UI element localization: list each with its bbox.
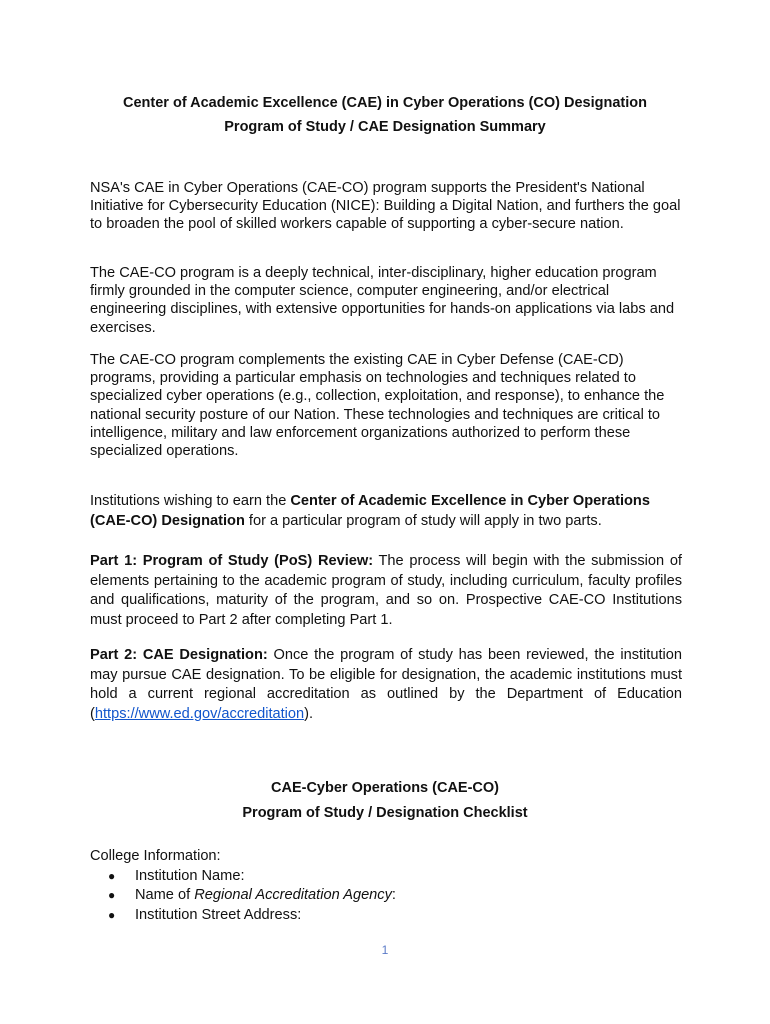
part2-paragraph: [90, 646, 682, 724]
page-number: 1: [381, 943, 389, 957]
list-item-street-address: ● Institution Street Address:: [135, 906, 682, 926]
college-information-section: [90, 847, 682, 925]
part2-text: Once the program of study has been reviewed, the institution may pursue CAE designation. To be eligible for designation, the academic institutions must hold a current regional accreditation as outlined by the Department of Education (: [90, 647, 682, 722]
checklist-title-line1: CAE-Cyber Operations (CAE-CO): [271, 780, 499, 796]
accreditation-post: :: [391, 887, 396, 903]
part2-label: Part 2: CAE Designation:: [90, 647, 268, 663]
list-item-institution-name: ● Institution Name:: [135, 867, 682, 887]
intro-paragraph-1: NSA's CAE in Cyber Operations (CAE-CO) program supports the President's National Initiative for Cybersecurity Education (NICE): Building a Digital Nation, and furthers the goal to broaden the pool of skilled workers capable of supporting a cyber-secure nation.: [90, 180, 681, 233]
part1-paragraph: [90, 552, 682, 630]
document-title-line1: Center of Academic Excellence (CAE) in Cyber Operations (CO) Designation: [123, 95, 647, 111]
accreditation-italic: Regional Accreditation Agency: [194, 887, 392, 903]
intro-paragraph-2: The CAE-CO program is a deeply technical, inter-disciplinary, higher education program firmly grounded in the computer science, computer engineering, and/or electrical engineering disciplines, with extensive opportunities for hands-on applications via labs and exercises.: [90, 265, 675, 336]
institutions-bold: Center of Academic Excellence in Cyber Operations (CAE-CO) Designation: [90, 493, 650, 529]
accreditation-pre: Name of: [135, 887, 195, 903]
institutions-post: for a particular program of study will apply in two parts.: [244, 512, 602, 529]
college-information-heading: College Information:: [90, 848, 221, 864]
part1-label: Part 1: Program of Study (PoS) Review:: [90, 553, 374, 569]
list-item-accreditation-agency: [135, 886, 682, 906]
part1-text: The process will begin with the submission of elements pertaining to the academic program of study, including curriculum, faculty profiles and qualifications, maturity of the program, and so on. Prospective CAE-CO Institutions must proceed to Part 2 after completing Part 1.: [90, 553, 682, 628]
college-information-list: [90, 867, 682, 926]
part2-end: ).: [304, 705, 314, 722]
accreditation-link[interactable]: https://www.ed.gov/accreditation: [94, 705, 305, 722]
document-title-line2: Program of Study / CAE Designation Summary: [224, 119, 546, 135]
intro-paragraph-3: The CAE-CO program complements the existing CAE in Cyber Defense (CAE-CD) programs, providing a particular emphasis on technologies and techniques related to specialized cyber operations (e.g., collection, exploitation, and response), to enhance the national security posture of our Nation. These technologies and techniques are critical to intelligence, military and law enforcement organizations authorized to perform these specialized operations.: [90, 352, 665, 460]
institutions-paragraph: [90, 492, 682, 531]
institutions-pre: Institutions wishing to earn the: [90, 493, 291, 509]
checklist-title-line2: Program of Study / Designation Checklist: [242, 805, 528, 821]
